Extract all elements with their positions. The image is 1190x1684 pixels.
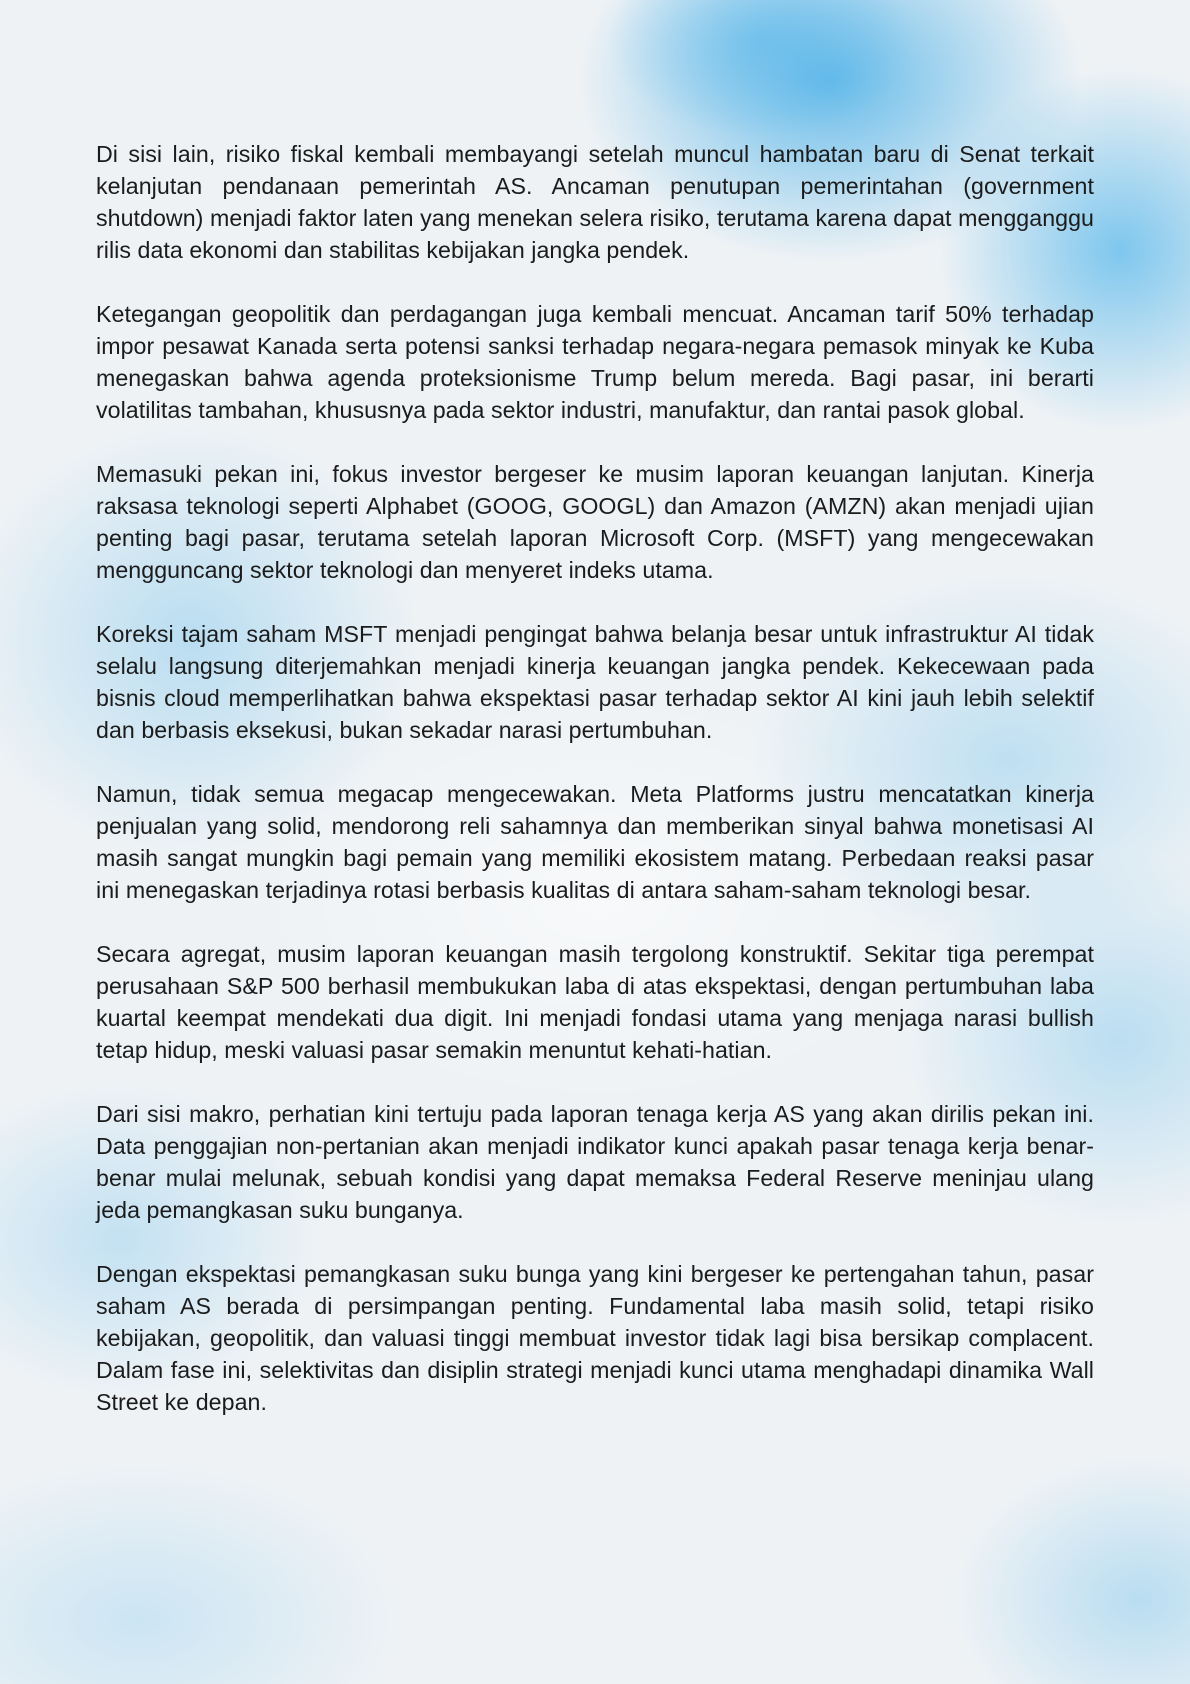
paragraph-earnings-season: Memasuki pekan ini, fokus investor bergeser ke musim laporan keuangan lanjutan. Kinerja raksasa teknologi seperti Alphabet (GOOG, GOOGL) dan Amazon (AMZN) akan menjadi ujian penting bagi pasar, terutama setelah laporan Microsoft Corp. (MSFT) yang mengecewakan mengguncang sektor teknologi dan menyeret indeks utama. — [96, 461, 1094, 583]
paragraph-outlook: Dengan ekspektasi pemangkasan suku bunga yang kini bergeser ke pertengahan tahun, pasar saham AS berada di persimpangan penting. Fundamental laba masih solid, tetapi risiko kebijakan, geopolitik, dan valuasi tinggi membuat investor tidak lagi bisa bersikap complacent. Dalam fase ini, selektivitas dan disiplin strategi menjadi kunci utama menghadapi dinamika Wall Street ke depan. — [96, 1261, 1094, 1415]
paragraph-msft-correction: Koreksi tajam saham MSFT menjadi pengingat bahwa belanja besar untuk infrastruktur AI tidak selalu langsung diterjemahkan menjadi kinerja keuangan jangka pendek. Kekecewaan pada bisnis cloud memperlihatkan bahwa ekspektasi pasar terhadap sektor AI kini jauh lebih selektif dan berbasis eksekusi, bukan sekadar narasi pertumbuhan. — [96, 621, 1094, 743]
paragraph-megacap-divergence: Namun, tidak semua megacap mengecewakan. Meta Platforms justru mencatatkan kinerja penjualan yang solid, mendorong reli sahamnya dan memberikan sinyal bahwa monetisasi AI masih sangat mungkin bagi pemain yang memiliki ekosistem matang. Perbedaan reaksi pasar ini menegaskan terjadinya rotasi berbasis kualitas di antara saham-saham teknologi besar. — [96, 781, 1094, 903]
paragraph-labor-report: Dari sisi makro, perhatian kini tertuju pada laporan tenaga kerja AS yang akan dirilis pekan ini. Data penggajian non-pertanian akan menjadi indikator kunci apakah pasar tenaga kerja benar-benar mulai melunak, sebuah kondisi yang dapat memaksa Federal Reserve meninjau ulang jeda pemangkasan suku bunganya. — [96, 1101, 1094, 1223]
paragraph-fiscal-risk: Di sisi lain, risiko fiskal kembali membayangi setelah muncul hambatan baru di Senat terkait kelanjutan pendanaan pemerintah AS. Ancaman penutupan pemerintahan (government shutdown) menjadi faktor laten yang menekan selera risiko, terutama karena dapat mengganggu rilis data ekonomi dan stabilitas kebijakan jangka pendek. — [96, 141, 1094, 263]
paragraph-geopolitics-trade: Ketegangan geopolitik dan perdagangan juga kembali mencuat. Ancaman tarif 50% terhadap impor pesawat Kanada serta potensi sanksi terhadap negara-negara pemasok minyak ke Kuba menegaskan bahwa agenda proteksionisme Trump belum mereda. Bagi pasar, ini berarti volatilitas tambahan, khususnya pada sektor industri, manufaktur, dan rantai pasok global. — [96, 301, 1094, 423]
article-body — [96, 138, 1094, 1450]
paragraph-aggregate-earnings: Secara agregat, musim laporan keuangan masih tergolong konstruktif. Sekitar tiga perempat perusahaan S&P 500 berhasil membukukan laba di atas ekspektasi, dengan pertumbuhan laba kuartal keempat mendekati dua digit. Ini menjadi fondasi utama yang menjaga narasi bullish tetap hidup, meski valuasi pasar semakin menuntut kehati-hatian. — [96, 941, 1094, 1063]
